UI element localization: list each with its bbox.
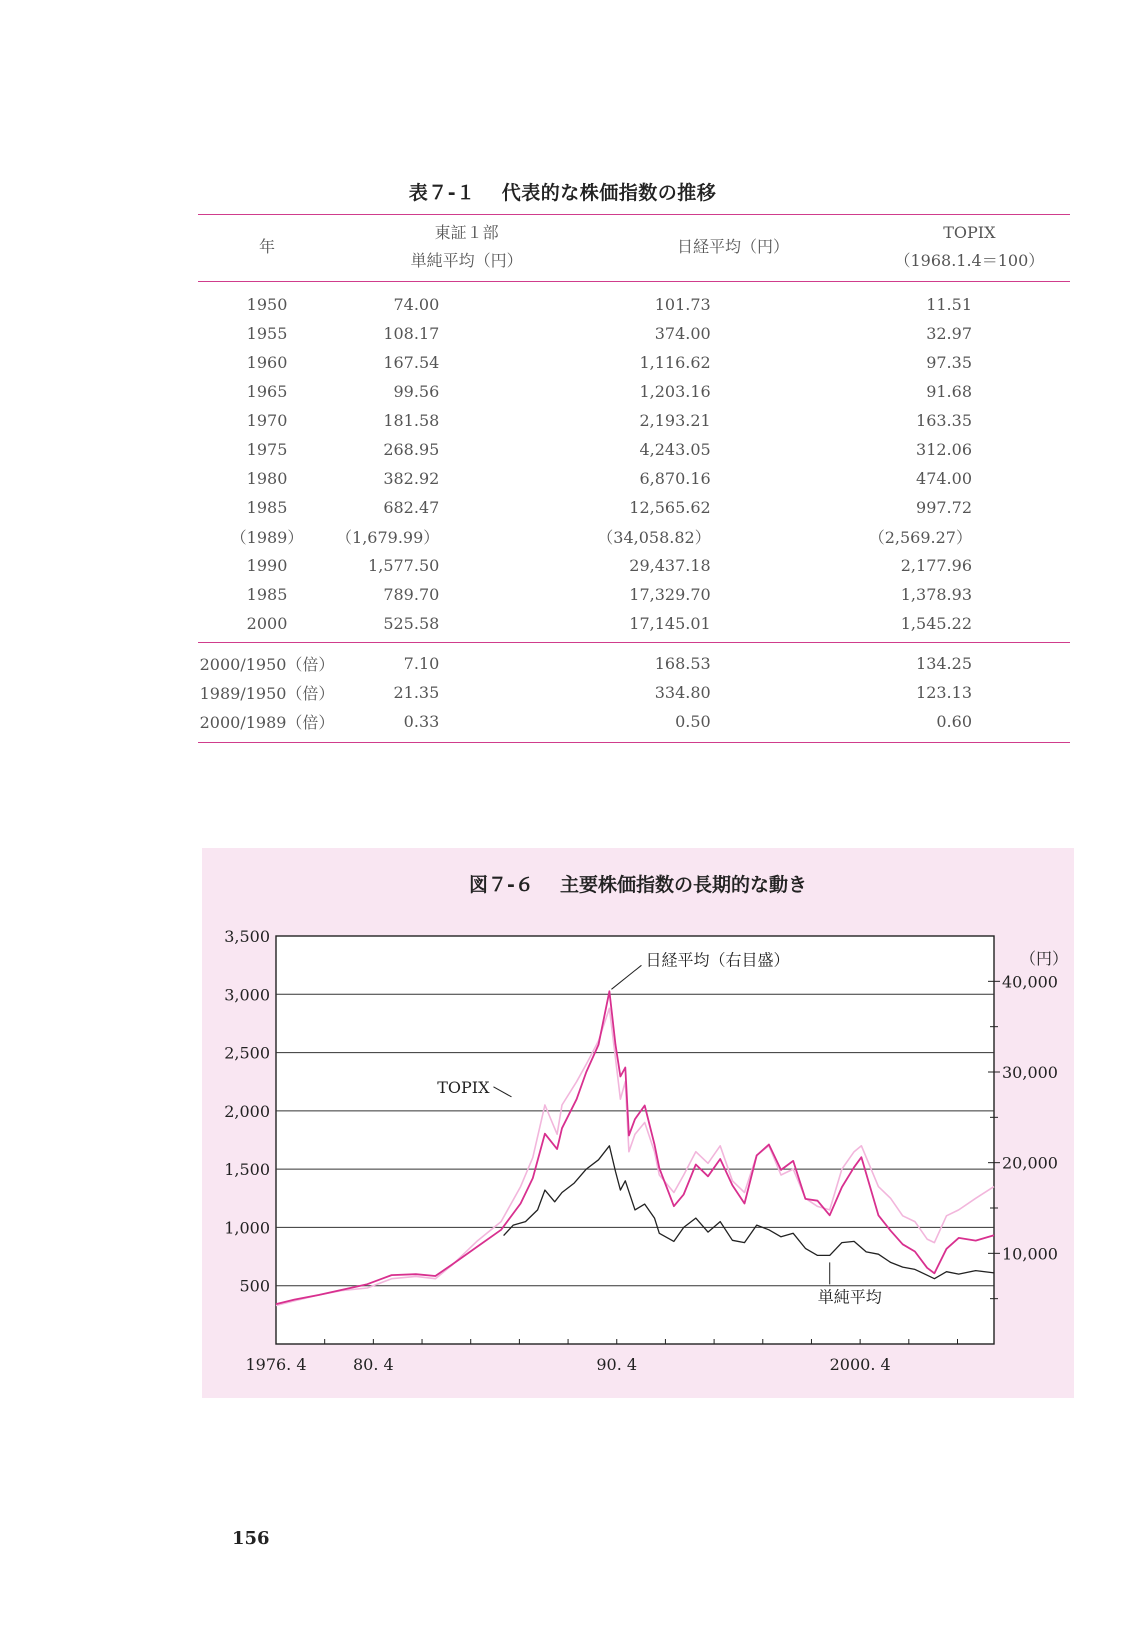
cell-nikkei: 17,329.70 (629, 585, 711, 604)
cell-tse: 789.70 (383, 585, 440, 604)
cell-year: 1965 (246, 382, 288, 401)
cell-nikkei: 0.50 (675, 712, 711, 731)
cell-year: 1960 (246, 353, 288, 372)
cell-topix: 163.35 (916, 411, 972, 430)
table-row (198, 435, 1070, 464)
header-topix-line2: （1968.1.4＝100） (894, 251, 1045, 270)
cell-nikkei: 168.53 (654, 654, 711, 673)
cell-nikkei: 2,193.21 (639, 411, 711, 430)
cell-ratio-label: 2000/1950（倍） (199, 655, 335, 674)
cell-nikkei: 12,565.62 (629, 498, 711, 517)
left-tick-label: 3,500 (224, 927, 270, 946)
cell-year: 1950 (246, 295, 288, 314)
cell-year: 1955 (246, 324, 288, 343)
right-tick-label: 30,000 (1002, 1063, 1058, 1082)
x-tick-label: 90. 4 (596, 1355, 638, 1374)
cell-nikkei: 6,870.16 (639, 469, 711, 488)
cell-nikkei: 29,437.18 (629, 556, 711, 575)
ratio-row (198, 678, 1070, 707)
tse-annotation: 単純平均 (817, 1287, 882, 1307)
right-tick-label: 10,000 (1002, 1244, 1058, 1264)
cell-tse: 21.35 (393, 683, 440, 702)
cell-nikkei: （34,058.82） (597, 528, 711, 547)
table-row (198, 348, 1070, 377)
table-caption-title: 代表的な株価指数の推移 (501, 182, 717, 204)
cell-ratio-label: 1989/1950（倍） (199, 684, 335, 703)
cell-year: 1985 (246, 498, 288, 517)
table-body (198, 282, 1070, 643)
cell-year: 1970 (246, 411, 288, 430)
table-row (198, 551, 1070, 580)
ratio-row (198, 707, 1070, 743)
left-tick-label: 1,000 (224, 1218, 270, 1238)
cell-nikkei: 374.00 (654, 324, 711, 343)
chart-panel (202, 848, 1074, 1398)
cell-ratio-label: 2000/1989（倍） (199, 713, 335, 732)
cell-tse: 268.95 (383, 440, 440, 459)
table-row (198, 319, 1070, 348)
stock-index-chart (202, 848, 1074, 1398)
table-caption (0, 178, 1125, 205)
cell-tse: 0.33 (403, 712, 440, 731)
cell-nikkei: 1,116.62 (639, 353, 711, 372)
cell-tse: 99.56 (393, 382, 440, 401)
cell-tse: 108.17 (383, 324, 440, 343)
x-tick-label: 2000. 4 (829, 1355, 891, 1374)
right-axis-unit: （円） (1020, 949, 1069, 968)
cell-year: 1975 (246, 440, 288, 459)
stock-index-table (198, 214, 1070, 743)
cell-topix: 2,177.96 (900, 556, 972, 575)
table-row (198, 522, 1070, 551)
header-nikkei: 日経平均（円） (677, 237, 790, 256)
cell-topix: （2,569.27） (868, 528, 972, 547)
table-header-row (198, 215, 1070, 282)
cell-year: 1990 (246, 556, 288, 575)
topix-annotation: TOPIX (437, 1077, 490, 1097)
cell-topix: 123.13 (916, 683, 972, 702)
nikkei-annotation: 日経平均（右目盛） (645, 950, 790, 970)
cell-tse: 682.47 (383, 498, 440, 517)
header-year: 年 (259, 237, 276, 256)
table-row (198, 406, 1070, 435)
figure-caption-title: 主要株価指数の長期的な動き (559, 874, 807, 896)
cell-tse: 181.58 (383, 411, 440, 430)
cell-year: 1985 (246, 585, 288, 604)
cell-topix: 1,545.22 (900, 614, 972, 633)
cell-nikkei: 17,145.01 (629, 614, 711, 633)
cell-nikkei: 1,203.16 (639, 382, 711, 401)
cell-tse: 1,577.50 (368, 556, 440, 575)
left-tick-label: 3,000 (224, 985, 270, 1005)
cell-topix: 312.06 (916, 440, 972, 459)
cell-topix: 474.00 (916, 469, 972, 488)
cell-topix: 997.72 (916, 498, 972, 517)
table-ratios (198, 643, 1070, 743)
x-tick-label: 1976. 4 (245, 1355, 307, 1374)
cell-nikkei: 334.80 (654, 683, 711, 702)
cell-topix: 32.97 (926, 324, 972, 343)
cell-topix: 0.60 (936, 712, 972, 731)
left-tick-label: 2,000 (224, 1101, 270, 1121)
cell-topix: 11.51 (926, 295, 972, 314)
cell-topix: 134.25 (916, 654, 972, 673)
cell-tse: 382.92 (383, 469, 440, 488)
cell-year: 2000 (246, 614, 288, 633)
cell-tse: 7.10 (403, 654, 440, 673)
cell-topix: 91.68 (926, 382, 972, 401)
right-tick-label: 20,000 (1002, 1153, 1058, 1173)
header-tse-line1: 東証１部 (434, 223, 499, 242)
plot-area (276, 936, 994, 1344)
ratio-row (198, 643, 1070, 679)
right-tick-label: 40,000 (1002, 972, 1058, 992)
cell-nikkei: 101.73 (654, 295, 711, 314)
cell-nikkei: 4,243.05 (639, 440, 711, 459)
header-tse-line2: 単純平均（円） (410, 251, 523, 270)
left-tick-label: 2,500 (224, 1043, 270, 1063)
cell-year: （1989） (230, 528, 304, 547)
left-tick-label: 500 (239, 1276, 270, 1296)
header-tse (336, 215, 597, 282)
cell-tse: 74.00 (393, 295, 440, 314)
x-tick-label: 80. 4 (352, 1355, 394, 1374)
left-tick-label: 1,500 (224, 1160, 270, 1180)
page-number: 156 (232, 1528, 270, 1549)
cell-tse: 167.54 (383, 353, 440, 372)
cell-tse: （1,679.99） (336, 528, 440, 547)
figure-caption-number: 図７-６ (469, 874, 534, 896)
cell-tse: 525.58 (383, 614, 440, 633)
cell-topix: 1,378.93 (900, 585, 972, 604)
header-topix (869, 215, 1070, 282)
table-row (198, 464, 1070, 493)
table-row (198, 377, 1070, 406)
table-row (198, 580, 1070, 609)
cell-topix: 97.35 (926, 353, 972, 372)
header-topix-line1: TOPIX (943, 223, 996, 242)
table-caption-number: 表７-１ (408, 182, 476, 204)
table-row (198, 609, 1070, 643)
table-row (198, 282, 1070, 320)
cell-year: 1980 (246, 469, 288, 488)
table-row (198, 493, 1070, 522)
